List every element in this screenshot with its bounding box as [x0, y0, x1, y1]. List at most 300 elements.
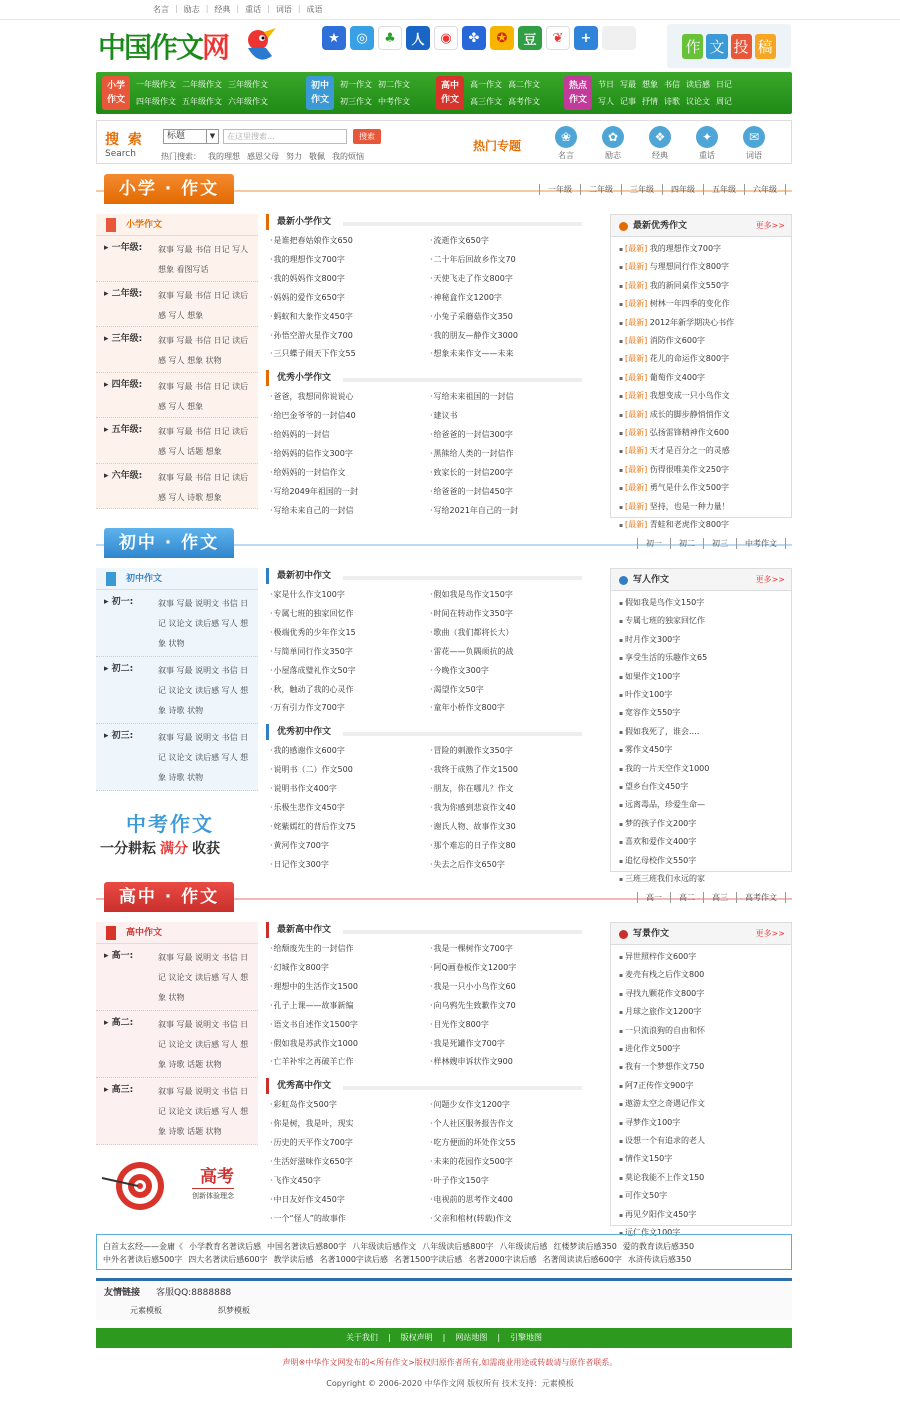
quick-link[interactable] — [600, 126, 626, 161]
exam-promo-banner[interactable] — [96, 804, 258, 860]
side-ranking-item[interactable] — [619, 406, 791, 424]
essay-link[interactable]: · 是谁把春姑娘作文650 — [266, 232, 426, 251]
section-tab[interactable]: 小学 · 作文 — [104, 174, 234, 204]
essay-link[interactable]: · 神秘盒作文1200字 — [426, 289, 586, 308]
side-ranking-item[interactable] — [619, 1077, 791, 1095]
side-ranking-item[interactable] — [619, 668, 791, 686]
side-ranking-item[interactable] — [619, 1022, 791, 1040]
grade-label[interactable] — [104, 728, 133, 741]
bottom-link[interactable]: 小学教育名著读后感 — [189, 1242, 261, 1251]
grade-category-links[interactable]: 叙事 写最 说明文 书信 日记 议论文 读后感 写人 想象 诗歌 话题 状物 — [158, 1020, 249, 1069]
grade-link[interactable]: 高考作文 — [736, 892, 786, 903]
side-ranking-item[interactable] — [619, 314, 791, 332]
quick-link[interactable] — [741, 126, 767, 161]
site-logo[interactable] — [98, 26, 278, 68]
top-nav-link[interactable]: 重话 — [245, 5, 262, 14]
new-tag: [最新] — [624, 280, 648, 290]
side-ranking-item[interactable] — [619, 1058, 791, 1076]
essay-link[interactable]: · 小屋落成璧礼作文50字 — [266, 662, 426, 681]
essay-link[interactable]: · 孔子上课——故事新编 — [266, 997, 426, 1016]
essay-link[interactable]: · 谢氏人物、故事作文30 — [426, 818, 586, 837]
grade-link[interactable]: 初一 — [637, 538, 670, 549]
bottom-link[interactable]: 八年级读后感800字 — [422, 1242, 494, 1251]
essay-link[interactable]: · 我的朋友—静作文3000 — [426, 327, 586, 346]
side-ranking-item[interactable] — [619, 295, 791, 313]
more-link[interactable]: 更多>> — [755, 575, 785, 584]
side-ranking-item[interactable] — [619, 1040, 791, 1058]
nav-link[interactable]: 高二作文 — [508, 80, 540, 89]
essay-link[interactable]: · 歌曲（我们都将长大） — [426, 624, 586, 643]
side-ranking-text: 假如我死了，谁会.… — [624, 726, 700, 736]
side-ranking-item[interactable] — [619, 442, 791, 460]
grade-category-links[interactable]: 叙事 写最 书信 日记 读后感 写人 话题 想象 — [158, 427, 249, 456]
essay-link[interactable]: · 理想中的生活作文1500 — [266, 978, 426, 997]
featured-essay-list — [266, 742, 586, 874]
essay-link[interactable]: · 朋友，你在哪儿？作文 — [426, 780, 586, 799]
side-ranking-item[interactable] — [619, 760, 791, 778]
grade-category-links[interactable]: 叙事 写最 书信 日记 读后感 写人 想象 — [158, 290, 249, 320]
hot-search-link[interactable]: 我的烦恼 — [332, 152, 364, 161]
side-ranking-item[interactable] — [619, 631, 791, 649]
nav-link[interactable]: 二年级作文 — [182, 80, 222, 89]
new-tag: [最新] — [624, 464, 648, 474]
more-link[interactable]: 更多>> — [755, 929, 785, 938]
search-input[interactable]: 在这里搜索... — [223, 129, 347, 144]
side-ranking-text: 消防作文600字 — [649, 336, 706, 346]
side-ranking-text: 望乡台作文450字 — [624, 782, 689, 792]
grade-category-row — [96, 590, 258, 657]
grade-label[interactable] — [104, 331, 142, 344]
essay-link[interactable]: · 叶子作文150字 — [426, 1172, 586, 1191]
grade-label[interactable] — [104, 240, 142, 253]
side-ranking-item[interactable] — [619, 1095, 791, 1113]
nav-link[interactable]: 诗歌 — [664, 97, 680, 106]
side-ranking-item[interactable] — [619, 741, 791, 759]
essay-link[interactable]: · 给妈妈的信作文300字 — [266, 445, 426, 464]
nav-link[interactable]: 书信 — [664, 80, 680, 89]
essay-link[interactable]: · 中日友好作文450字 — [266, 1191, 426, 1210]
essay-link[interactable]: · 乐极生悲作文450字 — [266, 799, 426, 818]
essay-link[interactable]: · 小兔子采蘑菇作文350 — [426, 308, 586, 327]
bottom-link[interactable]: 中国名著读后感800字 — [267, 1242, 347, 1251]
essay-link[interactable]: · 向乌鸦先生致歉作文70 — [426, 997, 586, 1016]
renren-icon[interactable]: 人 — [406, 26, 430, 50]
bottom-link[interactable]: 白首太玄经——金庸《 — [103, 1242, 183, 1251]
essay-link[interactable]: · 说明书（二）作文500 — [266, 761, 426, 780]
grade-category-links[interactable]: 叙事 写最 书信 日记 读后感 写人 诗歌 想象 — [158, 472, 249, 502]
nav-link[interactable]: 三年级作文 — [228, 80, 268, 89]
grade-category-links[interactable]: 叙事 写最 说明文 书信 日记 议论文 读后感 写人 想象 诗歌 状物 — [158, 733, 249, 782]
section-tab[interactable]: 高中 · 作文 — [104, 882, 234, 912]
douban-icon[interactable]: 豆 — [518, 26, 542, 50]
essay-link[interactable]: · 秋，触动了我的心灵作 — [266, 681, 426, 700]
nav-link[interactable]: 高考作文 — [508, 97, 540, 106]
side-ranking-item[interactable] — [619, 612, 791, 630]
side-ranking-item[interactable] — [619, 424, 791, 442]
side-ranking-item[interactable] — [619, 277, 791, 295]
essay-link[interactable]: · 幻城作文800字 — [266, 959, 426, 978]
grade-link[interactable]: 一年级 — [539, 184, 580, 195]
nav-link[interactable]: 五年级作文 — [182, 97, 222, 106]
grade-label[interactable] — [104, 594, 133, 607]
essay-link[interactable]: · 天使飞走了作文800字 — [426, 270, 586, 289]
nav-group-badge[interactable] — [564, 76, 592, 110]
nav-group-badge[interactable] — [306, 76, 334, 110]
nav-separator: | — [297, 4, 301, 13]
nav-link[interactable]: 日记 — [716, 80, 732, 89]
essay-link[interactable]: · 我的妈妈作文800字 — [266, 270, 426, 289]
essay-link[interactable]: · 给妈妈的一封信作文 — [266, 464, 426, 483]
side-ranking-item[interactable] — [619, 479, 791, 497]
nav-link[interactable]: 高一作文 — [470, 80, 502, 89]
qzone-star-icon[interactable]: ★ — [322, 26, 346, 50]
hot-search-link[interactable]: 我的理想 — [208, 152, 240, 161]
essay-link[interactable]: · 极端优秀的少年作文15 — [266, 624, 426, 643]
essay-link[interactable]: · 我是死罐作文700字 — [426, 1035, 586, 1054]
mascot-icon — [238, 26, 278, 68]
side-ranking-item[interactable] — [619, 985, 791, 1003]
bottom-link[interactable]: 四大名著读后感600字 — [188, 1255, 268, 1264]
grade-category-links[interactable]: 叙事 写最 说明文 书信 日记 议论文 读后感 写人 想象 状物 — [158, 599, 249, 648]
side-ranking-item[interactable] — [619, 723, 791, 741]
grade-link[interactable]: 五年级 — [703, 184, 744, 195]
netease-icon[interactable]: ❦ — [546, 26, 570, 50]
nav-link[interactable]: 四年级作文 — [136, 97, 176, 106]
side-ranking-item[interactable] — [619, 1132, 791, 1150]
grade-category-links[interactable]: 叙事 写最 书信 日记 读后感 写人 想象 — [158, 381, 249, 411]
grade-link[interactable]: 三年级 — [621, 184, 662, 195]
side-ranking-item[interactable] — [619, 686, 791, 704]
nav-badge-text: 热点 — [568, 81, 587, 91]
nav-link[interactable]: 六年级作文 — [228, 97, 268, 106]
essay-link[interactable]: · 妈妈的爱作文650字 — [266, 289, 426, 308]
essay-link[interactable]: · 你是树，我是叶，现实 — [266, 1115, 426, 1134]
bottom-link[interactable]: 八年级读后感作文 — [352, 1242, 417, 1251]
side-ranking-item[interactable] — [619, 796, 791, 814]
essay-link[interactable]: · 写给未来自己的一封信 — [266, 502, 426, 521]
essay-link[interactable]: · 我是一棵树作文700字 — [426, 940, 586, 959]
grade-category-links[interactable]: 叙事 写最 说明文 书信 日记 议论文 读后感 写人 想象 诗歌 话题 状物 — [158, 1087, 249, 1136]
essay-link[interactable]: · 给巴金爷爷的一封信40 — [266, 407, 426, 426]
side-ranking-box — [610, 568, 792, 884]
essay-link[interactable]: · 致家长的一封信200字 — [426, 464, 586, 483]
bottom-link[interactable]: 教学读后感 — [273, 1255, 314, 1264]
essay-link[interactable]: · 冒险的刺激作文350字 — [426, 742, 586, 761]
grade-label[interactable] — [104, 286, 142, 299]
baidu-paw-icon[interactable]: ✤ — [462, 26, 486, 50]
essay-link[interactable]: · 姹紫嫣红的背后作文75 — [266, 818, 426, 837]
side-ranking-item[interactable] — [619, 1169, 791, 1187]
essay-link[interactable]: · 想象未来作文——未来 — [426, 345, 586, 364]
nav-group-badge[interactable] — [436, 76, 464, 110]
nav-group-badge[interactable] — [102, 76, 130, 110]
ranking-dot-icon — [619, 222, 628, 231]
essay-link[interactable]: · 三只蝶子闹天下作文55 — [266, 345, 426, 364]
grade-category-links[interactable]: 叙事 写最 说明文 书信 日记 议论文 读后感 写人 想象 状物 — [158, 953, 249, 1002]
friend-link[interactable]: 织梦模板 — [218, 1306, 250, 1315]
nav-link[interactable]: 想象 — [642, 80, 658, 89]
bottom-link[interactable]: 名著2000字读后感 — [468, 1255, 537, 1264]
top-nav-link[interactable]: 励志 — [183, 5, 200, 14]
essay-link[interactable]: · 一个“怪人”的故事作 — [266, 1210, 426, 1229]
essay-link[interactable]: · 假如我是苏武作文1000 — [266, 1035, 426, 1054]
more-link[interactable]: 更多>> — [755, 221, 785, 230]
essay-link[interactable]: · 亡羊补牢之再破羊亡作 — [266, 1053, 426, 1072]
bottom-link[interactable]: 红楼梦读后感350 — [553, 1242, 617, 1251]
essay-link[interactable]: · 说明书作文400字 — [266, 780, 426, 799]
essay-link[interactable]: · 阿Q画卷板作文1200字 — [426, 959, 586, 978]
side-ranking-item[interactable] — [619, 369, 791, 387]
exam-promo-banner[interactable] — [96, 1158, 258, 1214]
side-ranking-item[interactable] — [619, 1206, 791, 1224]
essay-link[interactable]: · 吃方便面的坏处作文55 — [426, 1134, 586, 1153]
grade-link[interactable]: 高三 — [703, 892, 736, 903]
grade-link[interactable]: 中考作文 — [736, 538, 786, 549]
side-ranking-item[interactable] — [619, 240, 791, 258]
grade-label[interactable] — [104, 422, 142, 435]
quick-link-label: 励志 — [605, 151, 621, 160]
nav-link[interactable]: 中考作文 — [378, 97, 410, 106]
grade-link[interactable]: 六年级 — [744, 184, 786, 195]
nav-link[interactable]: 高三作文 — [470, 97, 502, 106]
essay-link[interactable]: · 个人社区服务报告作文 — [426, 1115, 586, 1134]
grade-label-text: 高三: — [111, 1085, 134, 1095]
nav-link[interactable]: 写最 — [620, 80, 636, 89]
grade-category-links[interactable]: 叙事 写最 书信 日记 写人 想象 看图写话 — [158, 245, 249, 274]
essay-link[interactable]: · 孙悟空游火星作文700 — [266, 327, 426, 346]
bottom-link[interactable]: 名著1500字读后感 — [393, 1255, 463, 1264]
side-ranking-item[interactable] — [619, 387, 791, 405]
side-ranking-item[interactable] — [619, 1003, 791, 1021]
footer-nav-link[interactable]: 引擎地图 — [510, 1333, 543, 1342]
side-ranking-item[interactable] — [619, 966, 791, 984]
essay-link[interactable]: · 万有引力作文700字 — [266, 699, 426, 718]
side-ranking-item[interactable] — [619, 1114, 791, 1132]
grade-link[interactable]: 初三 — [703, 538, 736, 549]
bottom-link[interactable]: 八年级读后感 — [499, 1242, 548, 1251]
section-tab[interactable]: 初中 · 作文 — [104, 528, 234, 558]
essay-link[interactable]: · 未来的花园作文500字 — [426, 1153, 586, 1172]
essay-link[interactable]: · 失去之后作文650字 — [426, 856, 586, 875]
side-ranking-box — [610, 922, 792, 1238]
essay-link[interactable]: · 建议书 — [426, 407, 586, 426]
side-ranking-item[interactable] — [619, 258, 791, 276]
nav-separator: | — [267, 4, 270, 13]
bottom-link[interactable]: 水浒传读后感350 — [627, 1255, 692, 1264]
nav-link[interactable]: 初三作文 — [340, 97, 372, 106]
side-ranking-item[interactable] — [619, 815, 791, 833]
side-ranking-text: 一只流浪狗的自由和怀 — [624, 1025, 705, 1035]
grade-link[interactable]: 初二 — [670, 538, 703, 549]
essay-link[interactable]: · 写给2021年自己的一封 — [426, 502, 586, 521]
side-ranking-title — [611, 215, 791, 237]
essay-link[interactable]: · 问题少女作文1200字 — [426, 1096, 586, 1115]
essay-link[interactable]: · 彩虹岛作文500字 — [266, 1096, 426, 1115]
essay-link[interactable]: · 那个难忘的日子作文80 — [426, 837, 586, 856]
essay-link[interactable]: · 给颓废先生的一封信作 — [266, 940, 426, 959]
essay-link[interactable]: · 目光作文800字 — [426, 1016, 586, 1035]
essay-link[interactable]: · 我的理想作文700字 — [266, 251, 426, 270]
side-ranking-text: 如果作文100字 — [624, 671, 681, 681]
side-ranking-item[interactable] — [619, 833, 791, 851]
side-ranking-text: 寻梦作文100字 — [624, 1117, 681, 1127]
side-ranking-item[interactable] — [619, 461, 791, 479]
triangle-icon: ▸ — [104, 379, 112, 390]
side-ranking-item[interactable] — [619, 778, 791, 796]
tougao-char-3: 投 — [731, 34, 752, 59]
quick-link[interactable] — [647, 126, 673, 161]
footer-nav-link[interactable]: 版权声明 — [400, 1333, 433, 1342]
essay-link[interactable]: · 童年小桥作文800字 — [426, 699, 586, 718]
grade-label[interactable] — [104, 948, 133, 961]
grade-category-links[interactable]: 叙事 写最 书信 日记 读后感 写人 想象 状物 — [158, 336, 249, 365]
nav-link[interactable]: 写人 — [598, 97, 614, 106]
essay-link[interactable]: · 流逝作文650字 — [426, 232, 586, 251]
essay-link[interactable]: · 飞作文450字 — [266, 1172, 426, 1191]
essay-link[interactable]: · 写给2049年祖国的一封 — [266, 483, 426, 502]
side-ranking-text: 情作文150字 — [624, 1154, 673, 1164]
side-ranking-item[interactable] — [619, 594, 791, 612]
quick-link[interactable] — [553, 126, 579, 161]
grade-link[interactable]: 二年级 — [580, 184, 621, 195]
essay-link[interactable]: · 二十年后回故乡作文70 — [426, 251, 586, 270]
side-ranking-item[interactable] — [619, 649, 791, 667]
essay-link[interactable]: · 时间在转动作文350字 — [426, 605, 586, 624]
essay-link[interactable]: · 给爸爸的一封信300字 — [426, 426, 586, 445]
hot-topics-label[interactable]: 热门专题 — [473, 139, 522, 153]
side-ranking-item[interactable] — [619, 704, 791, 722]
nav-link[interactable]: 周记 — [716, 97, 732, 106]
top-nav-link[interactable]: 成语 — [306, 5, 323, 14]
ranking-dot-icon — [619, 576, 628, 585]
side-ranking-text: 时月作文300字 — [624, 634, 681, 644]
footer-nav-link[interactable]: 关于我们 — [345, 1333, 378, 1342]
footer-nav-link[interactable]: 网站地图 — [455, 1333, 488, 1342]
essay-link[interactable]: · 日记作文300字 — [266, 856, 426, 875]
nav-link[interactable]: 抒情 — [642, 97, 658, 106]
grade-label[interactable] — [104, 468, 142, 481]
side-ranking-text: 享受生活的乐趣作文65 — [624, 653, 708, 663]
bookmark-flag-icon — [106, 218, 116, 232]
side-ranking-item[interactable] — [619, 350, 791, 368]
side-ranking-item[interactable] — [619, 852, 791, 870]
submit-essay-banner[interactable] — [667, 24, 791, 68]
new-tag: [最新] — [624, 262, 648, 272]
nav-link[interactable]: 议论文 — [686, 97, 710, 106]
bottom-link[interactable]: 名著1000字读后感 — [319, 1255, 388, 1264]
triangle-icon: ▸ — [104, 1085, 112, 1095]
essay-link[interactable]: · 父亲和棺材(转载)作文 — [426, 1210, 586, 1229]
essay-link[interactable]: · 假如我是鸟作文150字 — [426, 586, 586, 605]
bottom-link[interactable]: 名著阅读读后感600字 — [542, 1255, 622, 1264]
side-ranking-item[interactable] — [619, 498, 791, 516]
essay-link[interactable]: · 专属七班的独家回忆作 — [266, 605, 426, 624]
essay-link[interactable]: · 家是什么作文100字 — [266, 586, 426, 605]
clover-icon[interactable]: ♣ — [378, 26, 402, 50]
quick-link-icon: ✦ — [696, 126, 718, 148]
grade-label[interactable] — [104, 1015, 133, 1028]
search-button[interactable]: 搜索 — [353, 129, 381, 144]
essay-link[interactable]: · 我是一只小小鸟作文60 — [426, 978, 586, 997]
top-nav-link[interactable]: 经典 — [214, 5, 231, 14]
category-sidebar-title — [96, 214, 258, 236]
side-ranking-item[interactable] — [619, 1150, 791, 1168]
essay-link[interactable]: · 语文书自述作文1500字 — [266, 1016, 426, 1035]
grade-category-links[interactable]: 叙事 写最 说明文 书信 日记 议论文 读后感 写人 想象 诗歌 状物 — [158, 666, 249, 715]
essay-link[interactable]: · 渴望作文50字 — [426, 681, 586, 700]
tougao-char-4: 稿 — [755, 34, 776, 59]
essay-link[interactable]: · 写给未来祖国的一封信 — [426, 388, 586, 407]
grade-label[interactable] — [104, 377, 142, 390]
essay-link[interactable]: · 我终于成熟了作文1500 — [426, 761, 586, 780]
grade-link[interactable]: 高二 — [670, 892, 703, 903]
nav-separator: | — [205, 4, 209, 13]
essay-link[interactable]: · 爸爸，我想同你说说心 — [266, 388, 426, 407]
hot-search-link[interactable]: 敬佩 — [309, 152, 325, 161]
essay-link[interactable]: · 电视前的思考作文400 — [426, 1191, 586, 1210]
side-ranking-text: 成长的脚步静悄悄作文 — [649, 409, 730, 419]
weibo-t-icon[interactable]: ◎ — [350, 26, 374, 50]
essay-link[interactable]: · 给妈妈的一封信 — [266, 426, 426, 445]
side-ranking-text: 梦的孩子作文200字 — [624, 818, 697, 828]
side-ranking-item[interactable] — [619, 332, 791, 350]
section-header — [96, 172, 792, 208]
essay-link[interactable]: · 样林嫂申诉状作文900 — [426, 1053, 586, 1072]
nav-link[interactable]: 一年级作文 — [136, 80, 176, 89]
essay-link[interactable]: · 与简单同行作文350字 — [266, 643, 426, 662]
essay-link[interactable]: · 我的感谢作文600字 — [266, 742, 426, 761]
nav-link[interactable]: 读后感 — [686, 80, 710, 89]
side-ranking-text: 伤得很唯美作文250字 — [649, 464, 730, 474]
grade-link[interactable]: 四年级 — [662, 184, 703, 195]
nav-link[interactable]: 初一作文 — [340, 80, 372, 89]
latest-list-title: 最新高中作文 — [266, 922, 586, 938]
bottom-link[interactable]: 中外名著读后感500字 — [103, 1255, 183, 1264]
nav-link[interactable]: 记事 — [620, 97, 636, 106]
hot-search-link[interactable]: 感恩父母 — [247, 152, 279, 161]
essay-link[interactable]: · 雷花——负隅顽抗的战 — [426, 643, 586, 662]
essay-link[interactable]: · 历史的天平作文700字 — [266, 1134, 426, 1153]
side-ranking-item[interactable] — [619, 1187, 791, 1205]
top-nav-link[interactable]: 词语 — [275, 5, 292, 14]
side-ranking-text: 莫论我能不上作文150 — [624, 1172, 705, 1182]
nav-link[interactable]: 初二作文 — [378, 80, 410, 89]
essay-link[interactable]: · 黑熊给人类的一封信作 — [426, 445, 586, 464]
nav-link[interactable]: 节日 — [598, 80, 614, 89]
side-ranking-item[interactable] — [619, 948, 791, 966]
essay-link[interactable]: · 蚂蚁和大象作文450字 — [266, 308, 426, 327]
quick-link[interactable] — [694, 126, 720, 161]
sina-weibo-icon[interactable]: ◉ — [434, 26, 458, 50]
bottom-link[interactable]: 爱的教育读后感350 — [622, 1242, 695, 1251]
grade-label[interactable] — [104, 661, 133, 674]
essay-link[interactable]: · 生活好滋味作文650字 — [266, 1153, 426, 1172]
plus-more-icon[interactable]: + — [574, 26, 598, 50]
essay-link[interactable]: · 黄河作文700字 — [266, 837, 426, 856]
essay-link[interactable]: · 给爸爸的一封信450字 — [426, 483, 586, 502]
friend-link[interactable]: 元素模板 — [130, 1306, 162, 1315]
grade-link[interactable]: 高一 — [637, 892, 670, 903]
hot-search-link[interactable]: 努力 — [286, 152, 302, 161]
search-type-select[interactable]: 标题 ▼ — [163, 129, 219, 144]
essay-link[interactable]: · 我为你感到悲哀作文40 — [426, 799, 586, 818]
new-tag: [最新] — [624, 409, 648, 419]
grade-label[interactable] — [104, 1082, 133, 1095]
essay-link[interactable]: · 今晚作文300字 — [426, 662, 586, 681]
star-badge-icon[interactable]: ✪ — [490, 26, 514, 50]
top-nav-link[interactable]: 名言 — [153, 5, 169, 14]
triangle-icon: ▸ — [104, 664, 112, 674]
